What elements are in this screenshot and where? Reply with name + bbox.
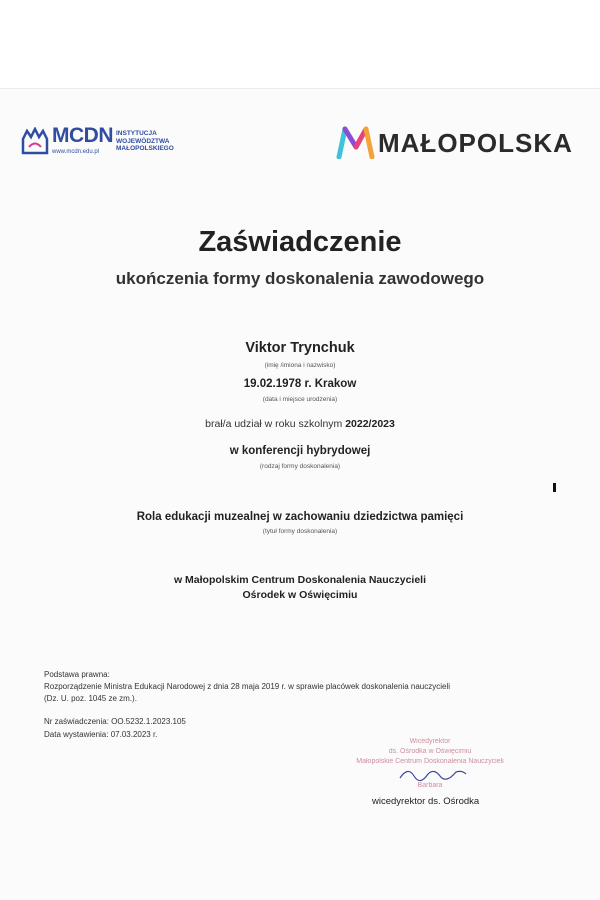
school-year-value: 2022/2023 <box>345 418 395 430</box>
branch-name: Ośrodek w Oświęcimiu <box>242 589 358 601</box>
issue-date: Data wystawienia: 07.03.2023 r. <box>44 730 158 739</box>
topic-caption: (tytuł formy doskonalenia) <box>262 528 338 535</box>
malopolska-logo <box>336 123 586 163</box>
legal-basis-label: Podstawa prawna: <box>44 670 110 679</box>
mcdn-title: MCDN <box>52 124 113 147</box>
participant-name: Viktor Trynchuk <box>245 340 355 356</box>
training-form: w konferencji hybrydowej <box>229 445 371 457</box>
certificate-title: Zaświadczenie <box>198 226 402 258</box>
malopolska-m-icon <box>336 125 376 159</box>
top-bar <box>0 0 600 89</box>
legal-basis-reference: (Dz. U. poz. 1045 ze zm.). <box>44 694 137 703</box>
mcdn-institution: INSTYTUCJA WOJEWÓDZTWA MAŁOPOLSKIEGO <box>116 130 174 152</box>
form-caption: (rodzaj formy doskonalenia) <box>259 463 341 470</box>
mcdn-url: www.mcdn.edu.pl <box>52 149 100 155</box>
mcdn-logo <box>20 124 210 163</box>
stamp-line-1: Wicedyrektor <box>409 738 451 745</box>
stamp-line-4: Barbara <box>417 782 443 789</box>
training-title: Rola edukacji muzealnej w zachowaniu dziedzictwa pamięci <box>136 511 464 523</box>
stamp-line-3: Małopolskie Centrum Doskonalenia Nauczycieli <box>356 758 504 765</box>
legal-basis-text: Rozporządzenie Ministra Edukacji Narodowej z dnia 28 maja 2019 r. w sprawie placówek doskonalenia nauczycieli <box>44 682 450 691</box>
birth-caption: (data i miejsce urodzenia) <box>262 396 338 403</box>
scan-mark <box>553 483 556 492</box>
name-caption: (imię /imiona i nazwisko) <box>264 362 336 369</box>
mcdn-crown-icon <box>20 127 50 157</box>
school-year-prefix: brał/a udział w roku szkolnym <box>205 418 343 430</box>
signature <box>398 764 468 784</box>
school-year-line <box>0 418 600 430</box>
signatory-role: wicedyrektor ds. Ośrodka <box>372 796 480 807</box>
certificate-number: Nr zaświadczenia: OO.5232.1.2023.105 <box>44 717 186 726</box>
certificate-subtitle: ukończenia formy doskonalenia zawodowego <box>115 269 485 288</box>
malopolska-wordmark: MAŁOPOLSKA <box>378 128 573 158</box>
birth-info: 19.02.1978 r. Krakow <box>243 378 357 390</box>
stamp-line-2: ds. Ośrodka w Oświęcimiu <box>388 748 472 755</box>
official-stamp <box>340 738 520 796</box>
institution-name: w Małopolskim Centrum Doskonalenia Nauczycieli <box>173 574 427 586</box>
